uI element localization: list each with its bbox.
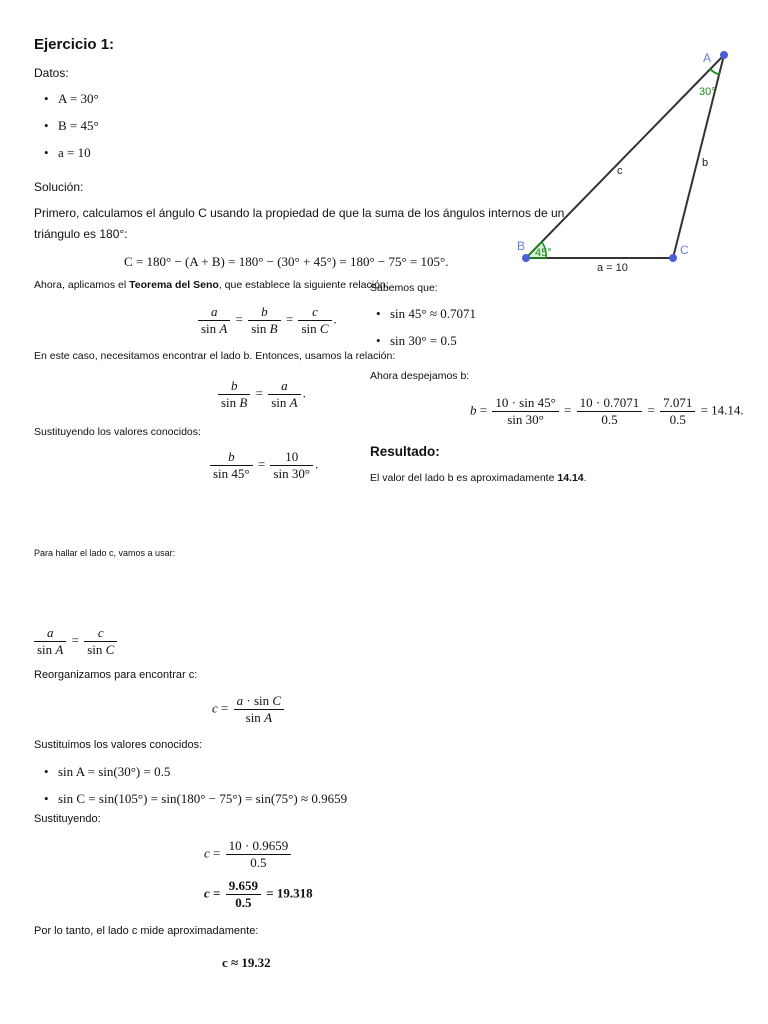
triangle-figure: [505, 40, 750, 275]
hallar-c-text: Para hallar el lado c, vamos a usar:: [34, 548, 176, 558]
sustitucion-item: • sin A = sin(30°) = 0.5: [58, 764, 170, 780]
ley-senos-equation: $\frac{a}{\text{sin A}}$ = $\frac{b}{\text{sin B}}$ = $\frac{c}{\text{sin C}}$ .: [196, 304, 337, 337]
teorema-post: , que establece la siguiente relación:: [218, 279, 389, 291]
sustituimos-text: Sustituimos los valores conocidos:: [34, 739, 203, 751]
resultado-value: 14.14: [557, 472, 584, 484]
point-c: [669, 254, 677, 262]
vertex-b-label: B: [517, 239, 526, 253]
sustitucion-b-equation: $\frac{b}{\sin 45^\circ}$ = $\frac{10}{\sin 30^\circ}$ .: [208, 449, 318, 482]
relacion-equation: $\frac{b}{\text{sin B}}$ = $\frac{a}{\text{sin A}}$ .: [216, 378, 306, 411]
dato-item: • B = 45°: [58, 118, 99, 134]
resultado-post: .: [583, 472, 587, 484]
sabemos-item: • sin 45° ≈ 0.7071: [390, 306, 476, 322]
sustitucion-item: • sin C = sin(105°) = sin(180° − 75°) = sin(75°) ≈ 0.9659: [58, 791, 347, 807]
calculo-c-equation-1: c = $\frac{10 \cdot 0.9659}{0.5}$: [204, 838, 293, 871]
por-lo-tanto-text: Por lo tanto, el lado c mide aproximadamente:: [34, 925, 259, 937]
side-a-label: a = 10: [597, 262, 628, 274]
calculo-c-equation-2: c = $\frac{9.659}{0.5}$ = 19.318: [204, 878, 313, 910]
solucion-label: Solución:: [34, 180, 84, 194]
point-b: [522, 254, 530, 262]
despeje-c-equation: c = $\frac{\text{a · sin C}}{\text{sin A}}$: [212, 693, 286, 726]
relacion-c-equation: $\frac{a}{\text{sin A}}$ = $\frac{c}{\text{sin C}}$: [32, 625, 119, 658]
point-a: [720, 51, 728, 59]
equation-angle-c: C = 180° − (A + B) = 180° − (30° + 45°) = 180° − 75° = 105°.: [124, 254, 449, 269]
dato-item: • a = 10: [58, 145, 91, 161]
despeje-b-equation: b = $\frac{10 \cdot \sin 45^\circ}{\sin 30^\circ}$ = $\frac{10 \cdot 0.7071}{0.5}$ = $\frac{7.071}{0.5}$ = 14.14.: [470, 395, 744, 427]
despejamos-text: Ahora despejamos b:: [370, 370, 470, 382]
sabemos-item: • sin 30° = 0.5: [390, 333, 457, 349]
dato-item: • A = 30°: [58, 91, 99, 107]
resultado-text: [370, 472, 587, 484]
side-c-label: c: [617, 165, 623, 177]
intro-line-2: triángulo es 180°:: [34, 227, 128, 241]
teorema-pre: Ahora, aplicamos el: [34, 279, 130, 291]
angle-b-label: 45°: [535, 247, 552, 259]
teorema-text: [34, 279, 389, 291]
caso-text: En este caso, necesitamos encontrar el lado b. Entonces, usamos la relación:: [34, 350, 396, 362]
sustituyendo-label-2: Sustituyendo:: [34, 813, 101, 825]
vertex-c-label: C: [680, 243, 689, 257]
reorganizamos-text: Reorganizamos para encontrar c:: [34, 669, 198, 681]
sabemos-label: Sabemos que:: [370, 282, 438, 294]
angle-a-arc: [710, 69, 720, 74]
teorema-bold: Teorema del Seno: [129, 279, 219, 291]
sustituyendo-label-1: Sustituyendo los valores conocidos:: [34, 426, 201, 438]
side-b-label: b: [702, 157, 709, 169]
intro-line-1: Primero, calculamos el ángulo C usando la propiedad de que la suma de los ángulos internos de un: [34, 206, 565, 220]
resultado-c: c ≈ 19.32: [222, 955, 271, 970]
datos-label: Datos:: [34, 66, 69, 80]
page-title: Ejercicio 1:: [34, 36, 115, 53]
resultado-heading: Resultado:: [370, 444, 440, 459]
side-c-line: [526, 55, 724, 258]
angle-a-label: 30°: [699, 86, 716, 98]
vertex-a-label: A: [703, 51, 712, 65]
resultado-pre: El valor del lado b es aproximadamente: [370, 472, 558, 484]
